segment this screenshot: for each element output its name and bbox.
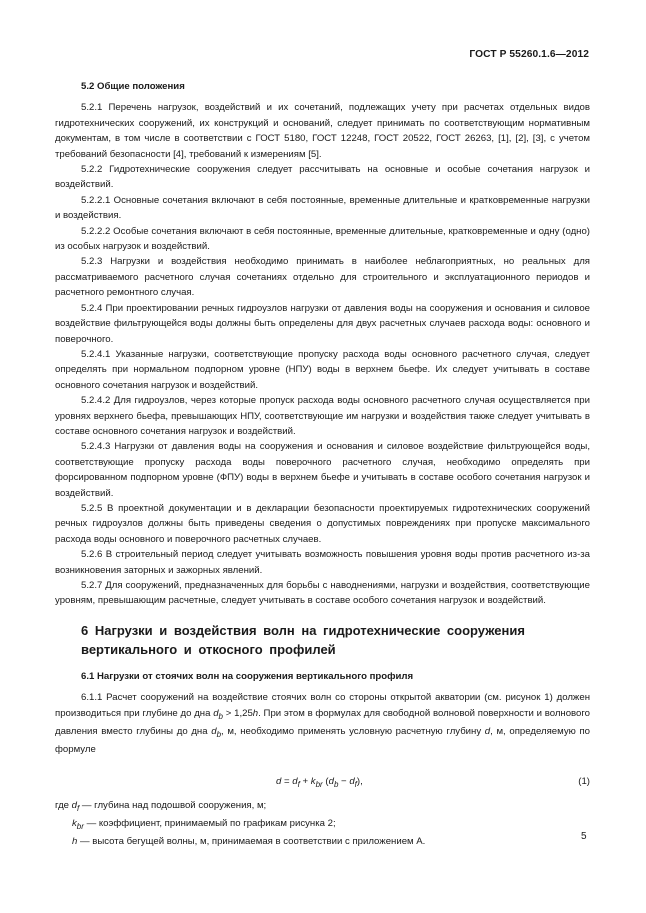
section-6-heading-line-1: 6 Нагрузки и воздействия волн на гидротехнические сооружения [81,622,525,638]
definition-kbr: $k_{br}$ — коэффициент, принимаемый по графикам рисунка 2; [72,817,336,831]
paragraph-5-2-4-3: 5.2.4.3 Нагрузки от давления воды на сооружения и основания и силовое воздействие фильтрующейся воды, соответствующие пропуску расхода воды поверочного расчетного случая, необходимо определять при форсированном подпорном уровне (ФПУ) воды в верхнем бьефе и учитывать в составе особого сочетания нагрузок и воздействий. [55,441,590,499]
section-6-1-heading: 6.1 Нагрузки от стоячих волн на сооружения вертикального профиля [81,670,414,682]
document-standard-id: ГОСТ Р 55260.1.6—2012 [469,49,589,60]
paragraph-5-2-5: 5.2.5 В проектной документации и в декларации безопасности проектируемых гидротехнических сооружений речных гидроузлов должны быть приведены сведения о допустимых повреждениях при пропуске максимального расхода воды основного и поверочного расчетных случаев. [55,502,590,545]
page-body [55,79,590,850]
paragraph-5-2-2-1: 5.2.2.1 Основные сочетания включают в себя постоянные, временные длительные и кратковременные нагрузки и воздействия. [55,194,590,222]
symbol-definitions [55,798,590,850]
section-6-heading-line-2: вертикального и откосного профилей [81,641,336,657]
formula-1-expression: $d = d_f + k_{br}$ $(d_b - d_f)$, [276,775,363,789]
paragraph-5-2-7: 5.2.7 Для сооружений, предназначенных для борьбы с наводнениями, нагрузки и воздействия, соответствующие уровням, превышающим расчетные, следует учитывать в составе особого сочетания нагрузок и воздействий. [55,580,590,607]
paragraph-5-2-4: 5.2.4 При проектировании речных гидроузлов нагрузки от давления воды на сооружения и основания и силовое воздействие фильтрующейся воды должны быть определены для двух расчетных случаев расхода воды: основного и поверочного. [55,302,590,345]
paragraph-5-2-2-2: 5.2.2.2 Особые сочетания включают в себя постоянные, временные длительные, кратковременные и одну (одно) из особых нагрузок и воздействий. [55,225,590,253]
page-number: 5 [581,831,587,842]
paragraph-6-1-1: 6.1.1 Расчет сооружений на воздействие стоячих волн со стороны открытой акватории (см. рисунок 1) должен производиться при глубине до дна $d_b > 1,25h$. При этом в формулах для свободной волновой поверхности и волнового давления вместо глубины до дна $d_b$, м, необходимо применять условную расчетную глубину d, м, определяемую по формуле [55,692,591,756]
definition-df: где $d_f$ — глубина над подошвой сооружения, м; [55,799,267,813]
paragraph-5-2-1: 5.2.1 Перечень нагрузок, воздействий и их сочетаний, подлежащих учету при расчетах отдельных видов гидротехнических сооружений, их конструкций и оснований, следует принимать по соответствующим нормативным документам, в том числе в соответствии с ГОСТ 5180, ГОСТ 12248, ГОСТ 20522, ГОСТ 26263, [1], [2], [3], с учетом требований безопасности [4], требований к измерениям [5]. [55,102,590,160]
formula-1 [55,770,590,796]
paragraph-5-2-4-1: 5.2.4.1 Указанные нагрузки, соответствующие пропуску расхода воды основного расчетного случая, следует определять при нормальном подпорном уровне (НПУ) воды в верхнем бьефе. Их следует учитывать в составе основного сочетания нагрузок и воздействий. [55,348,590,391]
section-6-heading [55,621,590,659]
formula-1-number: (1) [578,775,590,787]
section-5-2-heading: 5.2 Общие положения [81,81,185,92]
paragraph-5-2-2: 5.2.2 Гидротехнические сооружения следует рассчитывать на основные и особые сочетания нагрузок и воздействий. [55,164,590,191]
paragraph-5-2-3: 5.2.3 Нагрузки и воздействия необходимо принимать в наиболее неблагоприятных, но реальных для рассматриваемого расчетного случая сочетаниях отдельно для строительного и эксплуатационного периодов и расчетного ремонтного случая. [55,256,590,299]
paragraph-5-2-4-2: 5.2.4.2 Для гидроузлов, через которые пропуск расхода воды основного расчетного случая осуществляется при уровнях верхнего бьефа, превышающих НПУ, соответствующие им нагрузки и воздействия также следует учитывать в составе основного сочетания нагрузок и воздействий. [55,395,590,437]
definition-h: h — высота бегущей волны, м, принимаемая в соответствии с приложением А. [72,836,426,848]
paragraph-5-2-6: 5.2.6 В строительный период следует учитывать возможность повышения уровня воды против расчетного из-за возникновения заторных и зажорных явлений. [55,549,590,576]
